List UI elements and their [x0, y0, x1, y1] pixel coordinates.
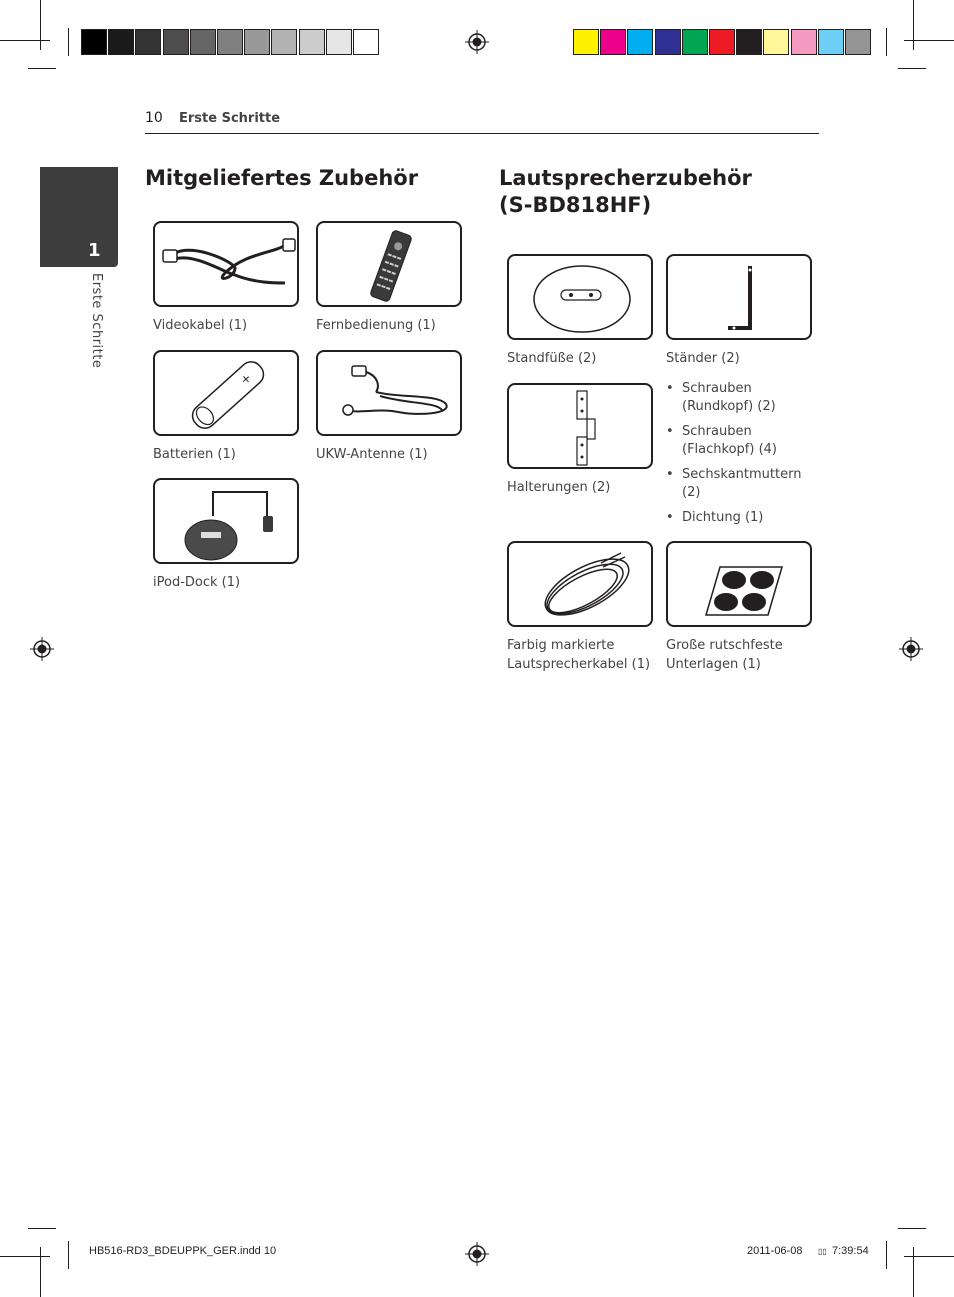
footer-glyph: ▯▯: [818, 1247, 827, 1256]
stand-pole-icon: [666, 254, 812, 340]
caption: Ständer (2): [666, 351, 740, 366]
page-number: 10: [145, 110, 163, 126]
color-swatch: [600, 29, 626, 55]
color-swatch: [736, 29, 762, 55]
caption: Halterungen (2): [507, 480, 611, 495]
stand-base-icon: [507, 254, 653, 340]
battery-icon: [153, 350, 299, 436]
list-item: • Dichtung (1): [666, 509, 826, 527]
caption: Standfüße (2): [507, 351, 597, 366]
video-cable-icon: [153, 221, 299, 307]
caption: Farbig markierte Lautsprecherkabel (1): [507, 638, 651, 672]
speaker-cable-icon: [507, 541, 653, 627]
gray-swatch: [271, 29, 297, 55]
footer-date: 2011-06-08: [747, 1245, 803, 1257]
chapter-label: Erste Schritte: [89, 273, 104, 369]
ipod-dock-icon: [153, 478, 299, 564]
color-swatch: [627, 29, 653, 55]
chapter-tab: [40, 167, 118, 267]
gray-swatch: [353, 29, 379, 55]
gray-swatch: [299, 29, 325, 55]
caption: Fernbedienung (1): [316, 318, 436, 333]
color-swatch: [655, 29, 681, 55]
gray-swatch: [108, 29, 134, 55]
list-item: • Schrauben (Flachkopf) (4): [666, 423, 826, 459]
fm-antenna-icon: [316, 350, 462, 436]
list-item: • Schrauben (Rundkopf) (2): [666, 380, 826, 416]
gray-swatch: [326, 29, 352, 55]
caption: Große rutschfeste Unterlagen (1): [666, 638, 783, 672]
color-swatch: [573, 29, 599, 55]
color-swatch: [791, 29, 817, 55]
caption: Batterien (1): [153, 447, 236, 462]
color-swatch: [709, 29, 735, 55]
non-slip-pads-icon: [666, 541, 812, 627]
svg-text:+: +: [237, 370, 255, 388]
running-title: Erste Schritte: [179, 111, 281, 126]
footer-filename: HB516-RD3_BDEUPPK_GER.indd 10: [89, 1245, 277, 1257]
caption: iPod-Dock (1): [153, 575, 241, 590]
footer-time: 7:39:54: [832, 1245, 869, 1257]
caption: Videokabel (1): [153, 318, 248, 333]
gray-swatch: [135, 29, 161, 55]
registration-mark-icon: [465, 30, 489, 54]
gray-swatch: [244, 29, 270, 55]
registration-mark-icon: [899, 637, 923, 661]
list-item: • Sechskantmuttern (2): [666, 466, 826, 502]
caption: UKW-Antenne (1): [316, 447, 428, 462]
gray-swatch: [81, 29, 107, 55]
chapter-number: 1: [88, 240, 101, 261]
remote-control-icon: [316, 221, 462, 307]
color-swatch: [763, 29, 789, 55]
color-swatch: [845, 29, 871, 55]
registration-mark-icon: [30, 637, 54, 661]
section-title-line: Lautsprecherzubehör: [499, 166, 752, 190]
section-title-accessories: Mitgeliefertes Zubehör: [145, 166, 419, 190]
section-title-line: (S-BD818HF): [499, 193, 652, 217]
color-swatch: [818, 29, 844, 55]
registration-mark-icon: [465, 1242, 489, 1266]
bullet-list: [666, 380, 826, 534]
gray-swatch: [190, 29, 216, 55]
bracket-icon: [507, 383, 653, 469]
color-swatch: [682, 29, 708, 55]
section-title-speaker-accessories: [499, 165, 752, 219]
header-rule: [145, 133, 819, 134]
gray-swatch: [217, 29, 243, 55]
gray-swatch: [163, 29, 189, 55]
